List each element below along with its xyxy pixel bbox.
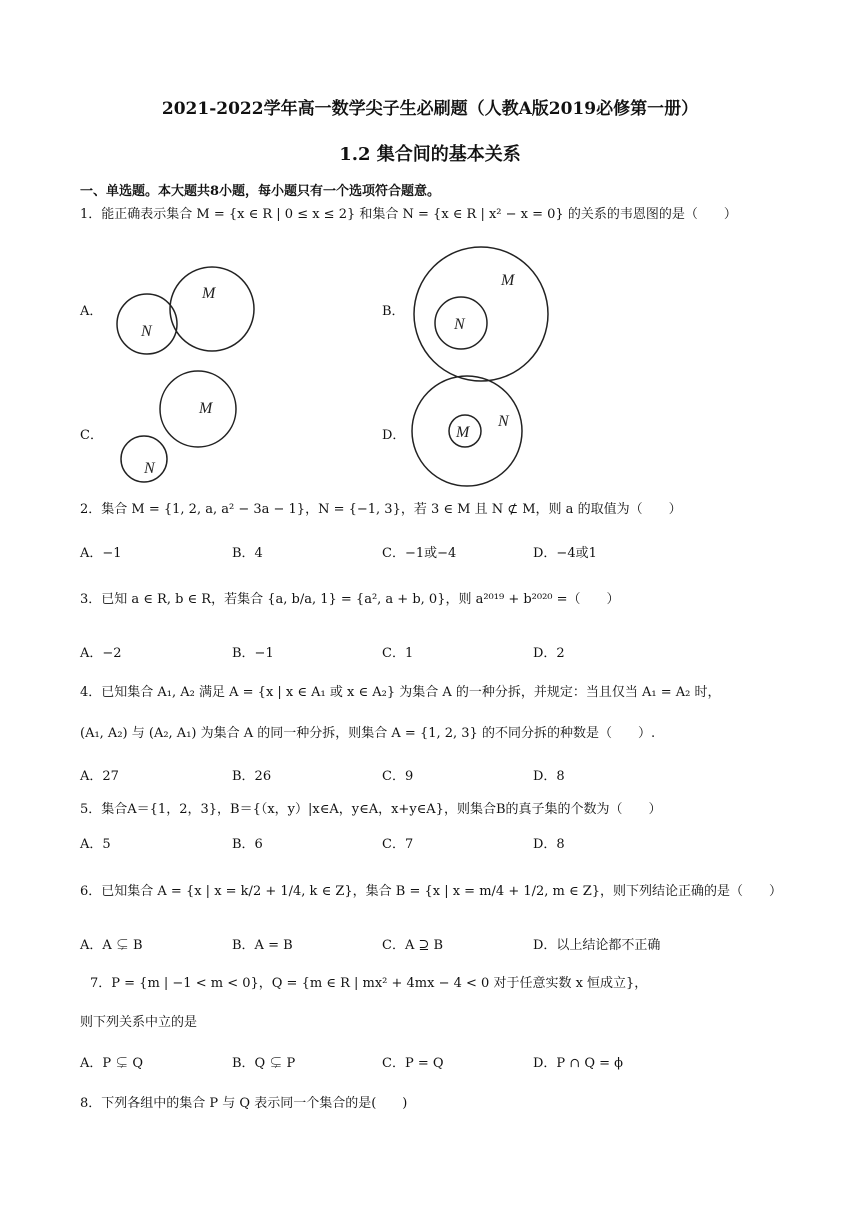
venn-a-label-n: N <box>141 323 152 340</box>
question-4-stem-line-2: (A₁, A₂) 与 (A₂, A₁) 为集合 A 的同一种分拆，则集合 A = {1, 2, 3} 的不同分拆的种数是（ ）. <box>80 726 656 741</box>
question-2-option-d: D．−4或1 <box>533 546 597 561</box>
question-2-options <box>80 542 800 562</box>
question-2-stem: 2．集合 M = {1, 2, a, a² − 3a − 1}，N = {−1, 3}，若 3 ∈ M 且 N ⊄ M，则 a 的取值为（ ） <box>80 502 682 517</box>
question-4-stem-line-1: 4．已知集合 A₁, A₂ 满足 A = {x | x ∈ A₁ 或 x ∈ A₂} 为集合 A 的一种分拆，并规定：当且仅当 A₁ = A₂ 时， <box>80 685 721 700</box>
venn-d-label-m: M <box>456 424 470 441</box>
question-3-option-b: B．−1 <box>232 646 274 661</box>
venn-b-label-m: M <box>501 272 515 289</box>
document-subtitle: 1.2 集合间的基本关系 <box>339 144 521 165</box>
question-1-option-c-label: C． <box>80 428 103 443</box>
question-8-stem: 8．下列各组中的集合 P 与 Q 表示同一个集合的是( ) <box>80 1096 408 1111</box>
question-1-stem: 1．能正确表示集合 M = {x ∈ R | 0 ≤ x ≤ 2} 和集合 N = {x ∈ R | x² − x = 0} 的关系的韦恩图的是（ ） <box>80 207 737 222</box>
question-2-option-c: C．−1或−4 <box>382 546 457 561</box>
question-6-option-d: D．以上结论都不正确 <box>533 938 661 953</box>
venn-c-label-m: M <box>199 400 213 417</box>
question-1-option-d-label: D． <box>382 428 406 443</box>
question-5-option-b: B．6 <box>232 837 263 852</box>
venn-b-circle-m <box>414 247 548 381</box>
question-4-option-b: B．26 <box>232 769 272 784</box>
question-7-option-b: B．Q ⊊ P <box>232 1056 296 1071</box>
venn-a-circle-m <box>170 267 254 351</box>
question-7-stem-line-1: 7．P = {m | −1 < m < 0}，Q = {m ∈ R | mx² + 4mx − 4 < 0 对于任意实数 x 恒成立}， <box>90 976 648 991</box>
question-1-option-b-label: B． <box>382 304 405 319</box>
question-5-option-c: C．7 <box>382 837 414 852</box>
venn-diagram-d <box>410 374 525 489</box>
document-title: 2021-2022学年高一数学尖子生必刷题（人教A版2019必修第一册） <box>161 99 699 119</box>
question-7-option-d: D．P ∩ Q = ϕ <box>533 1056 624 1071</box>
venn-d-label-n: N <box>498 413 509 430</box>
question-3-option-c: C．1 <box>382 646 414 661</box>
question-7-stem-line-2: 则下列关系中立的是 <box>80 1015 198 1030</box>
question-7-option-c: C．P = Q <box>382 1056 444 1071</box>
section-heading: 一、单选题。本大题共8小题，每小题只有一个选项符合题意。 <box>80 184 441 199</box>
venn-a-label-m: M <box>202 285 216 302</box>
question-5-stem: 5．集合A＝{1，2，3}，B＝{（x，y）|x∈A，y∈A，x+y∈A}，则集合B的真子集的个数为（ ） <box>80 802 662 817</box>
question-5-option-a: A．5 <box>80 837 111 852</box>
question-4-option-c: C．9 <box>382 769 414 784</box>
question-6-option-b: B．A = B <box>232 938 293 953</box>
venn-c-label-n: N <box>144 460 155 477</box>
question-4-option-a: A．27 <box>80 769 119 784</box>
question-3-option-d: D．2 <box>533 646 565 661</box>
question-3-options <box>80 642 800 662</box>
question-7-option-a: A．P ⊊ Q <box>80 1056 144 1071</box>
question-6-stem: 6．已知集合 A = {x | x = k/2 + 1/4, k ∈ Z}，集合 B = {x | x = m/4 + 1/2, m ∈ Z}，则下列结论正确的是（ ） <box>80 884 783 899</box>
venn-c-circle-m <box>160 371 236 447</box>
venn-diagram-a <box>110 262 250 354</box>
venn-diagram-b <box>412 245 552 385</box>
question-1-option-a-label: A． <box>80 304 103 319</box>
question-2-option-a: A．−1 <box>80 546 122 561</box>
question-6-option-a: A．A ⊊ B <box>80 938 143 953</box>
question-7-options <box>80 1052 800 1072</box>
question-4-options <box>80 765 800 785</box>
question-3-option-a: A．−2 <box>80 646 122 661</box>
venn-b-label-n: N <box>454 316 465 333</box>
venn-diagram-c <box>118 370 243 485</box>
question-6-options <box>80 934 800 954</box>
question-2-option-b: B．4 <box>232 546 263 561</box>
question-3-stem: 3．已知 a ∈ R, b ∈ R，若集合 {a, b/a, 1} = {a², a + b, 0}，则 a²⁰¹⁹ + b²⁰²⁰ =（ ） <box>80 592 620 607</box>
question-6-option-c: C．A ⊇ B <box>382 938 444 953</box>
question-5-option-d: D．8 <box>533 837 565 852</box>
question-5-options <box>80 833 800 853</box>
question-4-option-d: D．8 <box>533 769 565 784</box>
